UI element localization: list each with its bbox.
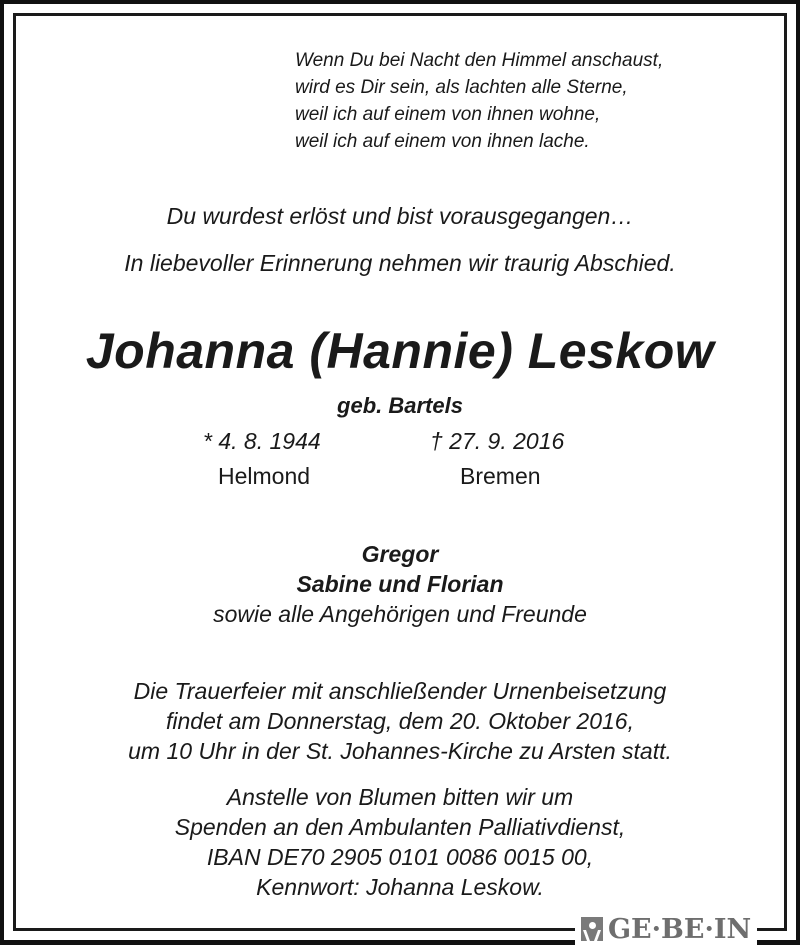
born-date: * 4. 8. 1944 xyxy=(203,428,321,454)
mourners-others: sowie alle Angehörigen und Freunde xyxy=(213,601,587,627)
poem-line: weil ich auf einem von ihnen lache. xyxy=(295,131,590,152)
gebein-logo-icon xyxy=(581,917,603,941)
gebein-logo-text: GE·BE·IN xyxy=(608,913,752,945)
ceremony-line: Die Trauerfeier mit anschließender Urnenbeisetzung xyxy=(133,678,667,704)
donation-line: Kennwort: Johanna Leskow. xyxy=(256,874,544,900)
poem xyxy=(295,47,663,155)
died-date: † 27. 9. 2016 xyxy=(430,428,565,454)
ceremony-line: um 10 Uhr in der St. Johannes-Kirche zu Arsten statt. xyxy=(128,738,672,764)
donation-line: Anstelle von Blumen bitten wir um xyxy=(226,784,574,810)
donation-line: IBAN DE70 2905 0101 0086 0015 00, xyxy=(206,844,594,870)
gebein-logo xyxy=(575,912,757,946)
poem-line: weil ich auf einem von ihnen wohne, xyxy=(295,104,601,125)
mourner-name: Sabine und Florian xyxy=(296,571,504,597)
donation-line: Spenden an den Ambulanten Palliativdienst, xyxy=(174,814,626,840)
mourner-name: Gregor xyxy=(361,541,439,567)
intro-line-1: Du wurdest erlöst und bist vorausgegangen… xyxy=(166,203,634,229)
birth-name: geb. Bartels xyxy=(337,393,463,418)
born-place: Helmond xyxy=(218,463,311,489)
poem-line: Wenn Du bei Nacht den Himmel anschaust, xyxy=(295,50,664,71)
poem-line: wird es Dir sein, als lachten alle Sterne, xyxy=(295,77,628,98)
deceased-name: Johanna (Hannie) Leskow xyxy=(85,323,715,379)
intro-line-2: In liebevoller Erinnerung nehmen wir traurig Abschied. xyxy=(124,250,676,276)
ceremony-line: findet am Donnerstag, dem 20. Oktober 2016, xyxy=(166,708,634,734)
died-place: Bremen xyxy=(460,463,541,489)
